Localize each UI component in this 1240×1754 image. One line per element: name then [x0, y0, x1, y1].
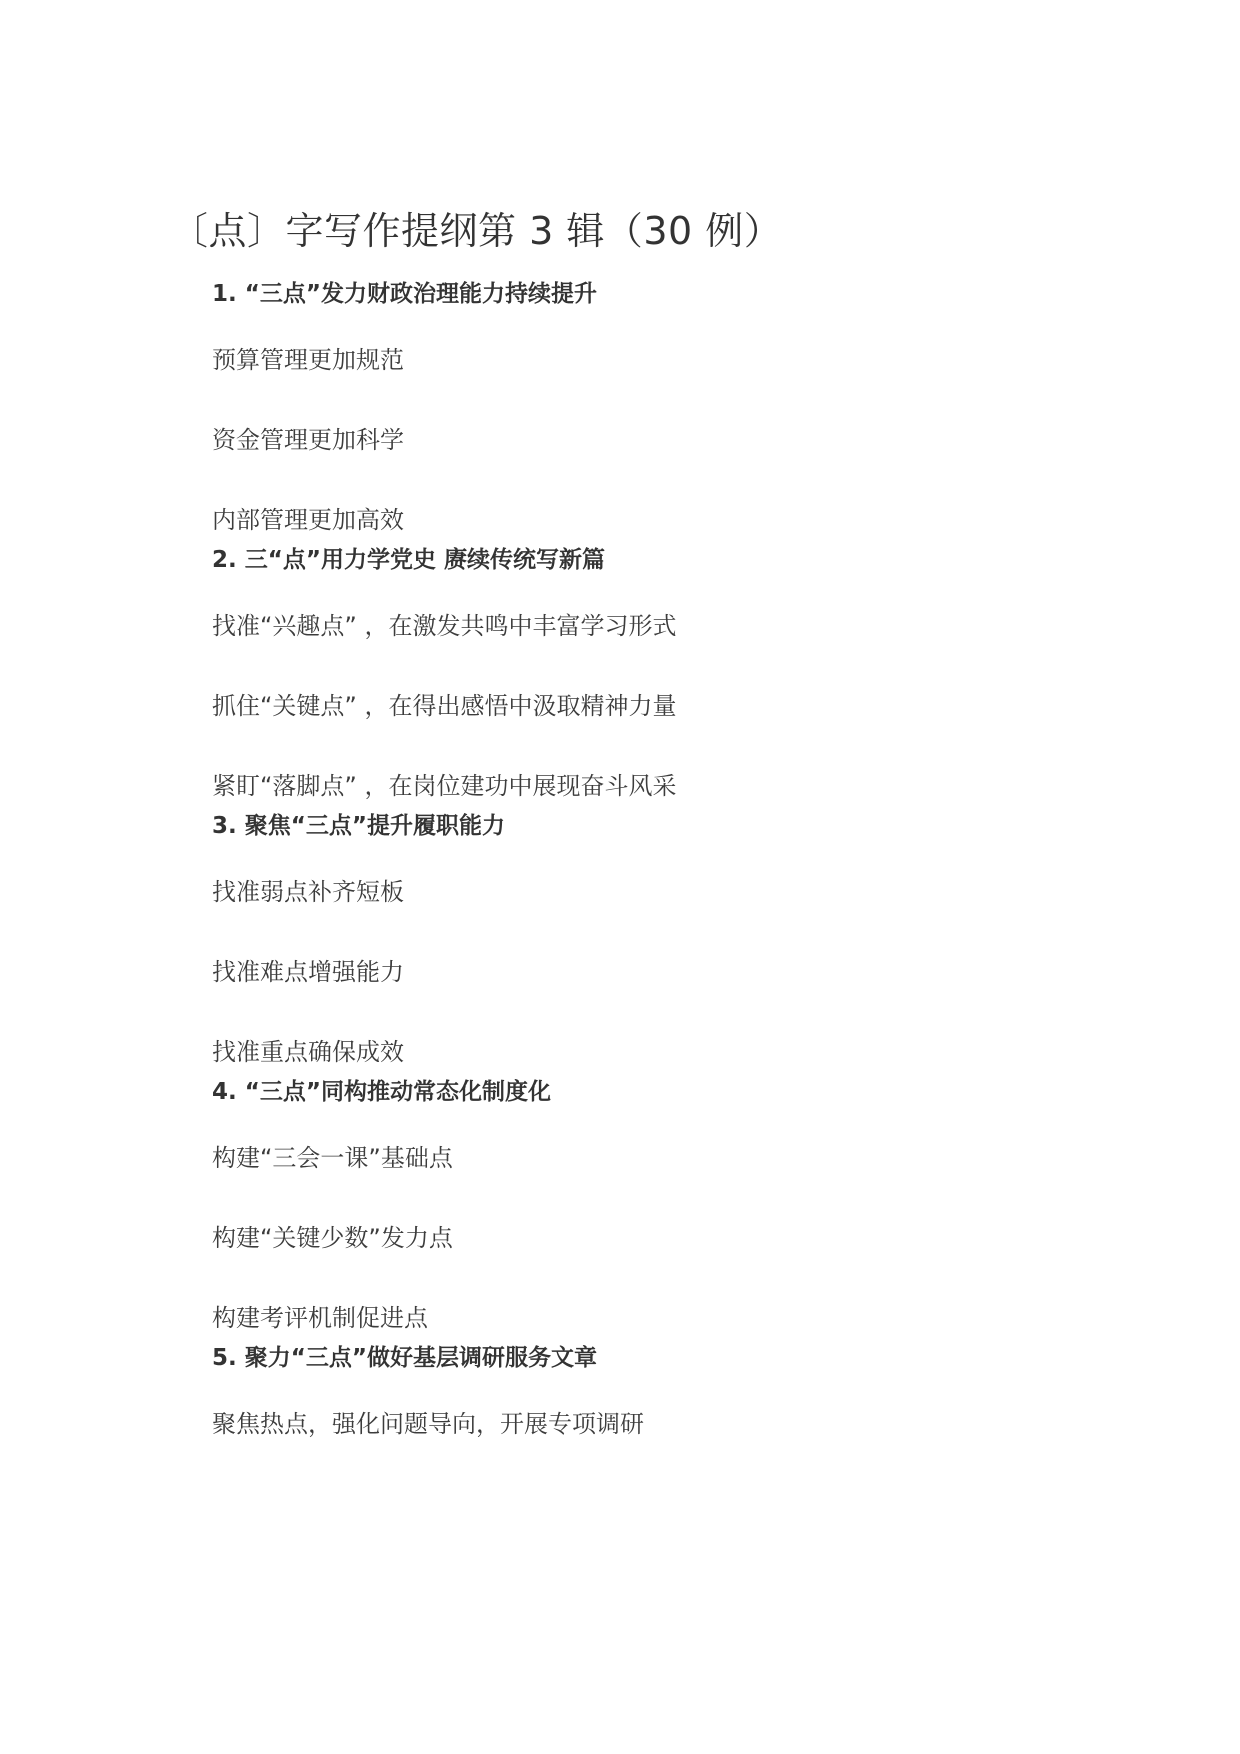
document-body — [212, 274, 1192, 1444]
section-heading: 3. 聚焦“三点”提升履职能力 — [212, 813, 505, 839]
outline-point: 构建考评机制促进点 — [212, 1304, 428, 1332]
outline-point: 内部管理更加高效 — [212, 506, 404, 534]
section-heading: 4. “三点”同构推动常态化制度化 — [212, 1079, 551, 1105]
outline-section — [212, 1072, 1192, 1338]
outline-point: 紧盯“落脚点” ，在岗位建功中展现奋斗风采 — [212, 772, 677, 800]
outline-point: 聚焦热点，强化问题导向，开展专项调研 — [212, 1410, 644, 1438]
outline-point: 构建“关键少数”发力点 — [212, 1224, 453, 1252]
section-heading: 1. “三点”发力财政治理能力持续提升 — [212, 281, 597, 307]
section-heading: 5. 聚力“三点”做好基层调研服务文章 — [212, 1345, 597, 1371]
document-title: 〔点〕字写作提纲第 3 辑（30 例） — [170, 209, 783, 253]
outline-point: 找准难点增强能力 — [212, 958, 404, 986]
outline-section — [212, 806, 1192, 1072]
outline-point: 构建“三会一课”基础点 — [212, 1144, 453, 1172]
outline-point: 找准重点确保成效 — [212, 1038, 404, 1066]
outline-point: 找准弱点补齐短板 — [212, 878, 404, 906]
section-heading: 2. 三“点”用力学党史 赓续传统写新篇 — [212, 547, 605, 573]
outline-point: 资金管理更加科学 — [212, 426, 404, 454]
outline-section — [212, 274, 1192, 540]
outline-section — [212, 540, 1192, 806]
outline-point: 预算管理更加规范 — [212, 346, 404, 374]
outline-section — [212, 1338, 1192, 1444]
outline-point: 抓住“关键点” ，在得出感悟中汲取精神力量 — [212, 692, 677, 720]
outline-point: 找准“兴趣点” ，在激发共鸣中丰富学习形式 — [212, 612, 677, 640]
